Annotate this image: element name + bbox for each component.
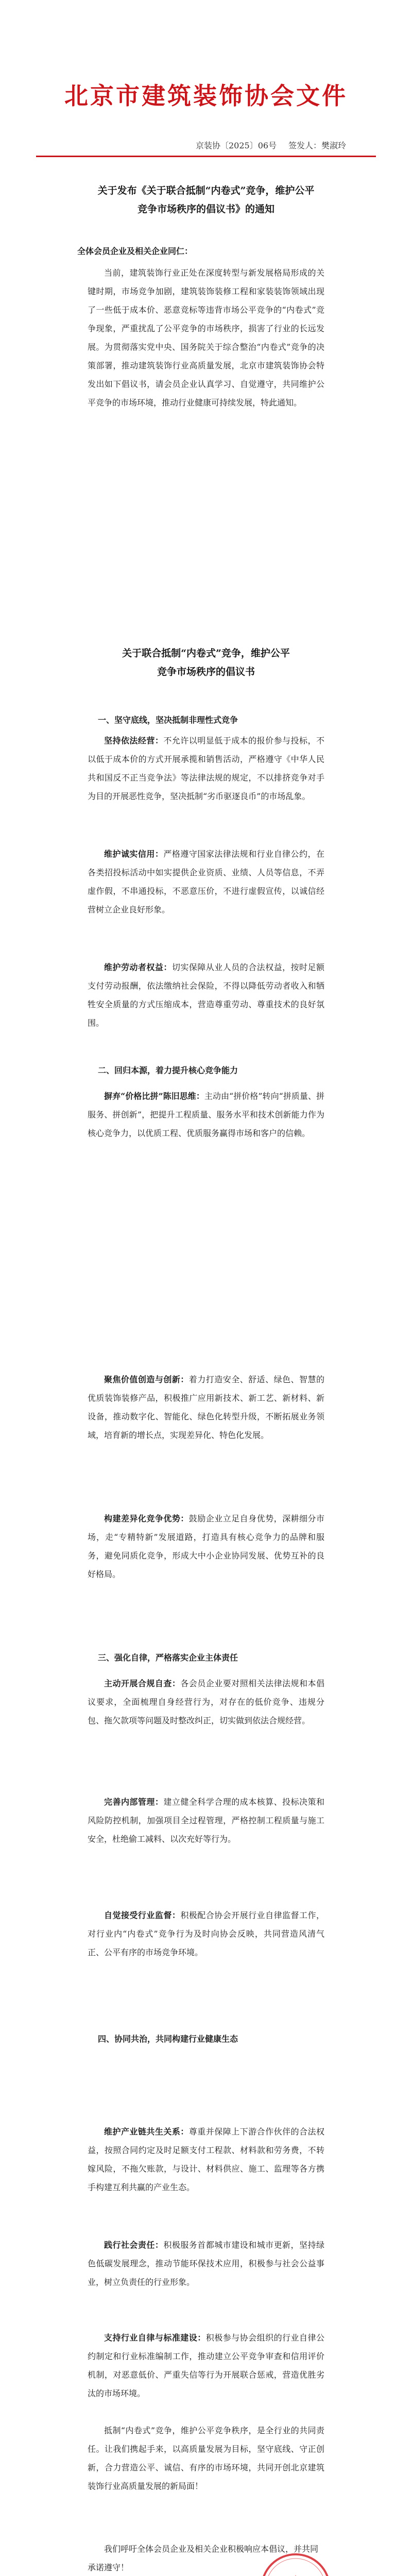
notice-title-line-2: 竞争市场秩序的倡议书》的通知 xyxy=(137,204,274,215)
notice-title-line-1: 关于发布《关于联合抵制“内卷式”竞争，维护公平 xyxy=(97,185,315,196)
paragraph-text: 切实保障从业人员的合法权益，按时足额支付劳动报酬，依法缴纳社会保险，不得以降低劳动者收入和牺牲安全质量的方式压缩成本，营造尊重劳动、尊重技术的良好氛围。 xyxy=(88,962,324,1028)
document-header-title: 北京市建筑装饰协会文件 xyxy=(64,82,348,110)
document-signer: 签发人：樊淑玲 xyxy=(288,141,347,150)
paragraph-text: 各会员企业要对照相关法律法规和本倡议要求，全面梳理自身经营行为，对存在的低价竞争、违规分包、拖欠款项等问题及时整改纠正，切实做到依法合规经营。 xyxy=(88,1679,324,1725)
paragraph xyxy=(88,2329,324,2403)
paragraph-text: 鼓励企业立足自身优势，深耕细分市场，走“专精特新”发展道路，打造具有核心竞争力的品牌和服务，避免同质化竞争，形成大中小企业协同发展、优势互补的良好格局。 xyxy=(88,1514,324,1579)
paragraph xyxy=(88,958,324,1032)
paragraph-text: 主动由“拼价格”转向“拼质量、拼服务、拼创新”，把提升工程质量、服务水平和技术创新能力作为核心竞争力，以优质工程、优质服务赢得市场和客户的信赖。 xyxy=(88,1091,324,1138)
paragraph-text: 严格遵守国家法律法规和行业自律公约，在各类招投标活动中如实提供企业资质、业绩、人员等信息，不弄虚作假，不串通投标，不恶意压价，不进行虚假宣传，以诚信经营树立企业良好形象。 xyxy=(88,849,324,914)
paragraph-lead: 主动开展合规自查： xyxy=(104,1679,181,1688)
notice-body: 当前，建筑装饰行业正处在深度转型与新发展格局形成的关键时期，市场竞争加剧，建筑装饰装修工程和家装装饰领域出现了一些低于成本价、恶意竞标等违背市场公平竞争的“内卷式”竞争现象，严重扰乱了公平竞争的市场秩序，损害了行业的长远发展。为贯彻落实党中央、国务院关于综合整治“内卷式”竞争的决策部署，推动建筑装饰行业高质量发展，北京市建筑装饰协会特发出如下倡议书，请会员企业认真学习、自觉遵守，共同维护公平竞争的市场环境，推动行业健康可持续发展，特此通知。 xyxy=(88,268,324,408)
closing-statement: 我们呼吁全体会员企业及相关企业积极响应本倡议，并共同承诺遵守！ xyxy=(88,2544,319,2572)
paragraph-text: 抵制“内卷式”竞争，维护公平竞争秩序，是全行业的共同责任。让我们携起手来，以高质量发展为目标，坚守底线、守正创新，合力营造公平、诚信、有序的市场环境，共同开创北京建筑装饰行业高质量发展的新局面！ xyxy=(88,2426,324,2491)
paragraph xyxy=(88,1793,324,1849)
paragraph xyxy=(88,2123,324,2197)
paragraph-text: 积极参与协会组织的行业自律公约制定和行业标准编制工作，推动建立公平竞争审查和信用评价机制，对恶意低价、严重失信等行为开展联合惩戒，营造优胜劣汰的市场环境。 xyxy=(88,2333,324,2398)
paragraph-text: 建立健全科学合理的成本核算、投标决策和风险防控机制，加强项目全过程管理，严格控制工程质量与施工安全，杜绝偷工减料、以次充好等行为。 xyxy=(88,1797,324,1844)
initiative-title-line-2: 竞争市场秩序的倡议书 xyxy=(157,666,255,677)
paragraph-lead: 维护产业链共生关系： xyxy=(104,2127,189,2137)
paragraph-lead: 构建差异化竞争优势： xyxy=(104,1514,189,1523)
official-seal-icon xyxy=(258,2550,334,2576)
paragraph-lead: 维护诚实信用： xyxy=(104,849,164,859)
paragraph-lead: 坚持依法经营： xyxy=(104,736,164,745)
document-number: 京装协〔2025〕06号 xyxy=(196,141,277,150)
section-heading-3: 三、强化自律，严格落实企业主体责任 xyxy=(98,1653,238,1663)
notice-salutation: 全体会员企业及相关企业同仁： xyxy=(77,246,193,256)
paragraph-lead: 支持行业自律与标准建设： xyxy=(104,2333,206,2343)
initiative-title xyxy=(0,644,412,681)
paragraph xyxy=(88,1087,324,1143)
paragraph-lead: 聚焦价值创造与创新： xyxy=(104,1375,189,1384)
section-heading-4: 四、协同共治，共同构建行业健康生态 xyxy=(98,2034,238,2044)
paragraph-lead: 完善内部管理： xyxy=(104,1797,164,1807)
paragraph-lead: 摒弃“价格比拼”陈旧思维： xyxy=(104,1091,204,1101)
paragraph-lead: 自觉接受行业监督： xyxy=(104,1910,181,1920)
header-divider xyxy=(36,156,376,157)
notice-title xyxy=(0,181,412,218)
initiative-title-line-1: 关于联合抵制“内卷式”竞争，维护公平 xyxy=(122,648,290,659)
paragraph-text: 着力打造安全、舒适、绿色、智慧的优质装饰装修产品，积极推广应用新技术、新工艺、新材料、新设备，推动数字化、智能化、绿色化转型升级，不断拓展业务领域，培育新的增长点，实现差异化、特色化发展。 xyxy=(88,1375,324,1440)
paragraph-text: 尊重并保障上下游合作伙伴的合法权益，按照合同约定及时足额支付工程款、材料款和劳务费，不转嫁风险，不拖欠账款，与设计、材料供应、施工、监理等各方携手构建互利共赢的产业生态。 xyxy=(88,2127,324,2192)
paragraph-lead: 践行社会责任： xyxy=(104,2240,164,2250)
paragraph-text: 积极配合协会开展行业自律监督工作，对行业内“内卷式”竞争行为及时向协会反映，共同营造风清气正、公平有序的市场竞争环境。 xyxy=(88,1910,324,1957)
paragraph xyxy=(88,2236,324,2292)
paragraph xyxy=(88,732,324,806)
section-heading-1: 一、坚守底线，坚决抵制非理性式竞争 xyxy=(98,715,238,725)
paragraph xyxy=(88,1906,324,1962)
section-heading-2: 二、回归本源，着力提升核心竞争能力 xyxy=(98,1065,238,1075)
paragraph-text: 积极服务首都城市建设和城市更新，坚持绿色低碳发展理念，推动节能环保技术应用，积极参与社会公益事业，树立负责任的行业形象。 xyxy=(88,2240,324,2287)
paragraph xyxy=(88,1510,324,1584)
paragraph xyxy=(88,845,324,919)
paragraph-lead: 维护劳动者权益： xyxy=(104,962,172,972)
paragraph xyxy=(88,2421,324,2496)
paragraph xyxy=(88,1674,324,1730)
paragraph xyxy=(88,1370,324,1445)
paragraph-text: 不允许以明显低于成本的报价参与投标，不以低于成本价的方式开展承揽和销售活动，严格遵守《中华人民共和国反不正当竞争法》等法律法规的规定，不以排挤竞争对手为目的开展恶性竞争，坚决抵制“劣币驱逐良币”的市场乱象。 xyxy=(88,736,324,801)
